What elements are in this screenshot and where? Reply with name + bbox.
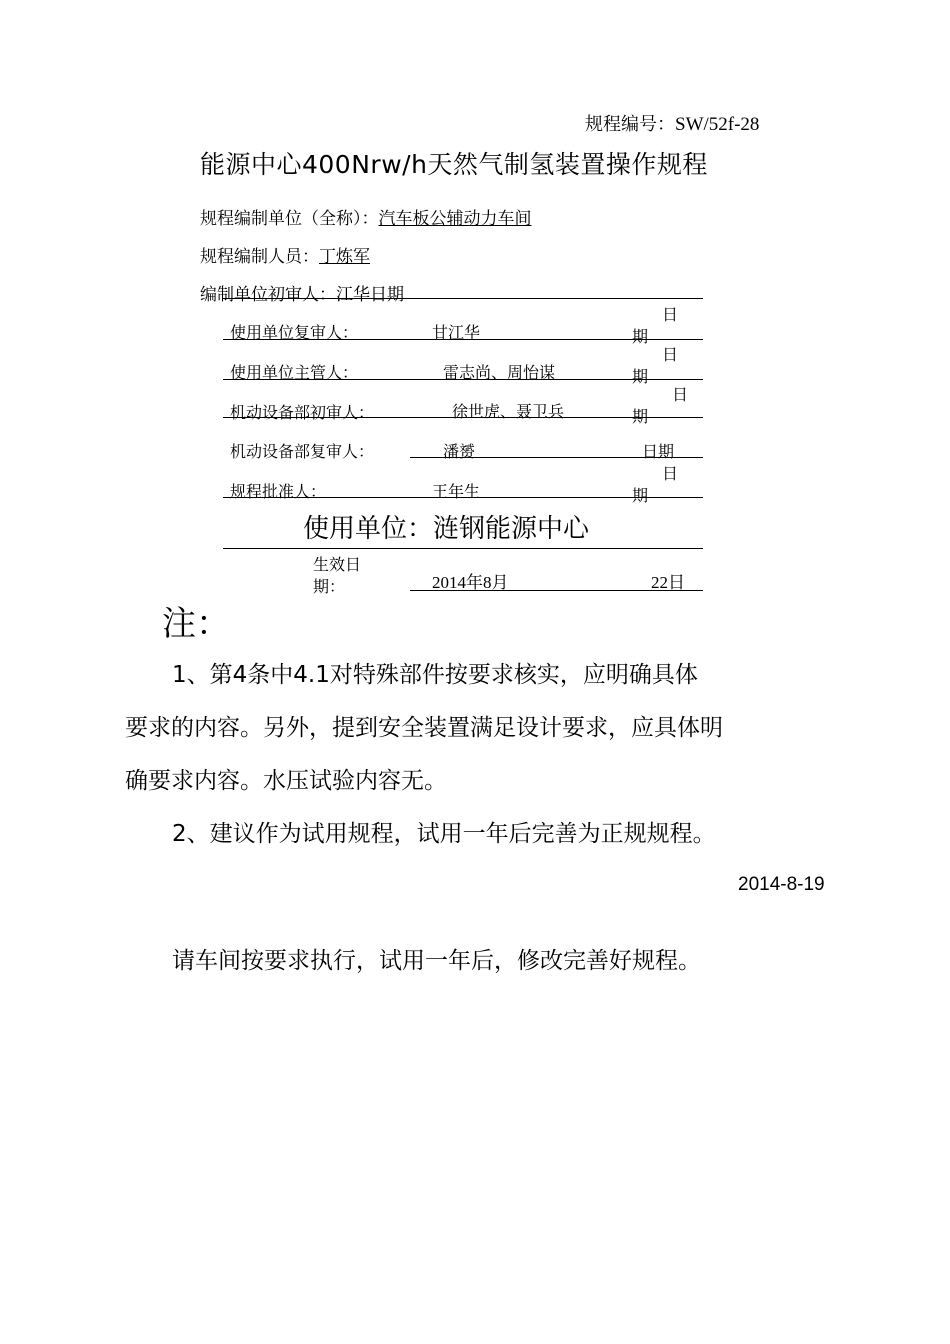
note-item-1-line-3: 确要求内容。水压试验内容无。 xyxy=(125,768,447,794)
first-review-line xyxy=(200,280,404,305)
compiling-unit-label: 规程编制单位（全称）： xyxy=(200,209,379,229)
compiler-line xyxy=(200,242,370,267)
first-review-date-label: 日期 xyxy=(370,285,404,305)
date-label-top: 日 xyxy=(672,385,689,404)
usage-unit-heading: 使用单位：涟钢能源中心 xyxy=(303,514,590,544)
date-label-bottom: 期 xyxy=(632,367,649,386)
procedure-code-value: SW/52f-28 xyxy=(675,114,760,135)
row-value: 王年生 xyxy=(432,482,481,501)
note-item-1-line-1: 1、第4条中4.1对特殊部件按要求核实，应明确具体 xyxy=(172,662,698,688)
date-label-top: 日 xyxy=(662,464,679,483)
row-value: 徐世虎、聂卫兵 xyxy=(452,402,565,421)
compiler-value: 丁炼军 xyxy=(319,247,370,267)
date-label-inline: 日期 xyxy=(642,442,675,461)
row-label: 规程批准人： xyxy=(230,482,327,501)
row-value: 潘赟 xyxy=(443,442,476,461)
row-label: 机动设备部初审人： xyxy=(230,403,375,422)
effective-date-label-2: 期： xyxy=(313,577,346,596)
effective-date-day: 22日 xyxy=(651,573,685,592)
compiling-unit-line xyxy=(200,204,532,229)
date-label-top: 日 xyxy=(662,305,679,324)
note-item-2: 2、建议作为试用规程，试用一年后完善为正规规程。 xyxy=(172,821,716,847)
row-label: 使用单位主管人： xyxy=(230,363,359,382)
row-label: 机动设备部复审人： xyxy=(230,442,375,461)
first-review-value: 江华 xyxy=(336,285,370,305)
procedure-code-label: 规程编号： xyxy=(585,114,675,135)
divider-line xyxy=(223,417,703,418)
note-date: 2014-8-19 xyxy=(738,874,825,895)
date-label-top: 日 xyxy=(662,345,679,364)
notes-heading: 注： xyxy=(162,604,230,644)
procedure-code xyxy=(585,110,759,136)
divider-line xyxy=(410,590,703,591)
date-label-bottom: 期 xyxy=(632,407,649,426)
date-label-bottom: 期 xyxy=(632,486,649,505)
date-label-bottom: 期 xyxy=(632,327,649,346)
document-title: 能源中心400Nrw/h天然气制氢装置操作规程 xyxy=(200,150,708,179)
effective-date-value: 2014年8月 xyxy=(432,573,509,592)
note-item-1-line-2: 要求的内容。另外，提到安全装置满足设计要求，应具体明 xyxy=(125,715,723,741)
divider-line xyxy=(410,457,703,458)
row-value: 雷志尚、周怡谋 xyxy=(443,363,556,382)
divider-line xyxy=(223,339,703,340)
final-instruction: 请车间按要求执行，试用一年后，修改完善好规程。 xyxy=(172,948,701,974)
first-review-label: 编制单位初审人： xyxy=(200,285,336,305)
divider-line xyxy=(223,298,703,299)
effective-date-label-1: 生效日 xyxy=(313,555,362,574)
row-label: 使用单位复审人： xyxy=(230,323,359,342)
divider-line xyxy=(223,379,703,380)
divider-line xyxy=(223,497,703,498)
compiler-label: 规程编制人员： xyxy=(200,247,319,267)
divider-line xyxy=(223,548,703,549)
compiling-unit-value: 汽车板公辅动力车间 xyxy=(378,209,532,229)
row-value: 甘江华 xyxy=(432,323,481,342)
